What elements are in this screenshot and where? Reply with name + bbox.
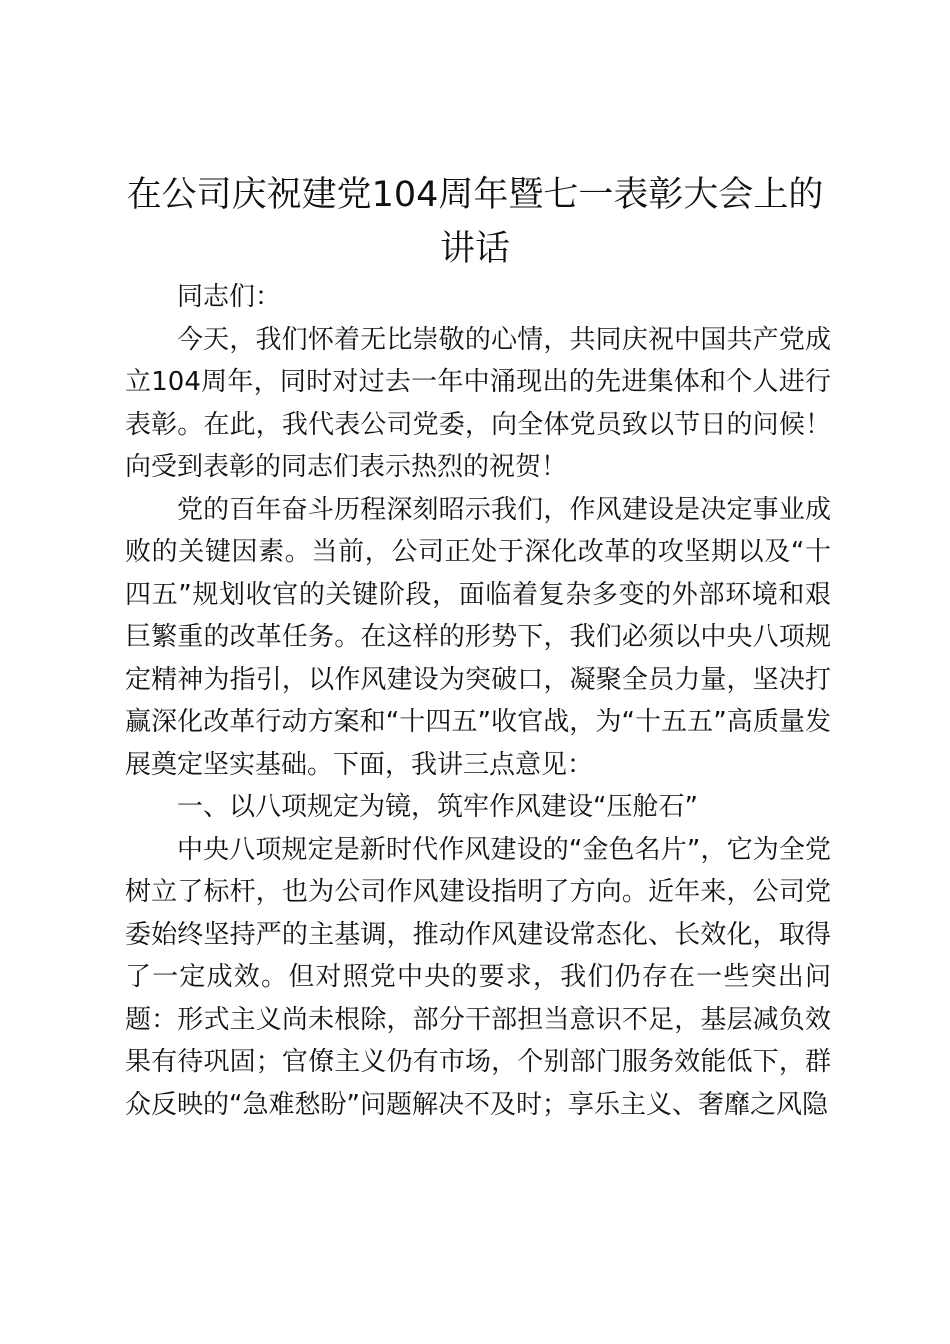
salutation: 同志们： [177, 282, 282, 312]
paragraph-context: 党的百年奋斗历程深刻昭示我们，作风建设是决定事业成败的关键因素。当前，公司正处于深化改革的攻坚期以及“十四五”规划收官的关键阶段，面临着复杂多变的外部环境和艰巨繁重的改革任务。在这样的形势下，我们必须以中央八项规定精神为指引，以作风建设为突破口，凝聚全员力量，坚决打赢深化改革行动方案和“十四五”收官战，为“十五五”高质量发展奠定坚实基础。下面，我讲三点意见： [125, 494, 831, 780]
paragraph-section-one: 中央八项规定是新时代作风建设的“金色名片”，它为全党树立了标杆，也为公司作风建设指明了方向。近年来，公司党委始终坚持严的主基调，推动作风建设常态化、长效化，取得了一定成效。但对照党中央的要求，我们仍存在一些突出问题：形式主义尚未根除，部分干部担当意识不足，基层减负效果有待巩固；官僚主义仍有市场，个别部门服务效能低下，群众反映的“急难愁盼”问题解决不及时；享乐主义、奢靡之风隐 [125, 834, 831, 1120]
section-heading: 一、以八项规定为镜，筑牢作风建设“压舱石” [177, 792, 698, 822]
paragraph-opening: 今天，我们怀着无比崇敬的心情，共同庆祝中国共产党成立104周年，同时对过去一年中涌现出的先进集体和个人进行表彰。在此，我代表公司党委，向全体党员致以节日的问候！向受到表彰的同志们表示热烈的祝贺！ [125, 324, 831, 482]
document-body [125, 276, 831, 1126]
document-title: 在公司庆祝建党104周年暨七一表彰大会上的讲话 [126, 175, 824, 269]
